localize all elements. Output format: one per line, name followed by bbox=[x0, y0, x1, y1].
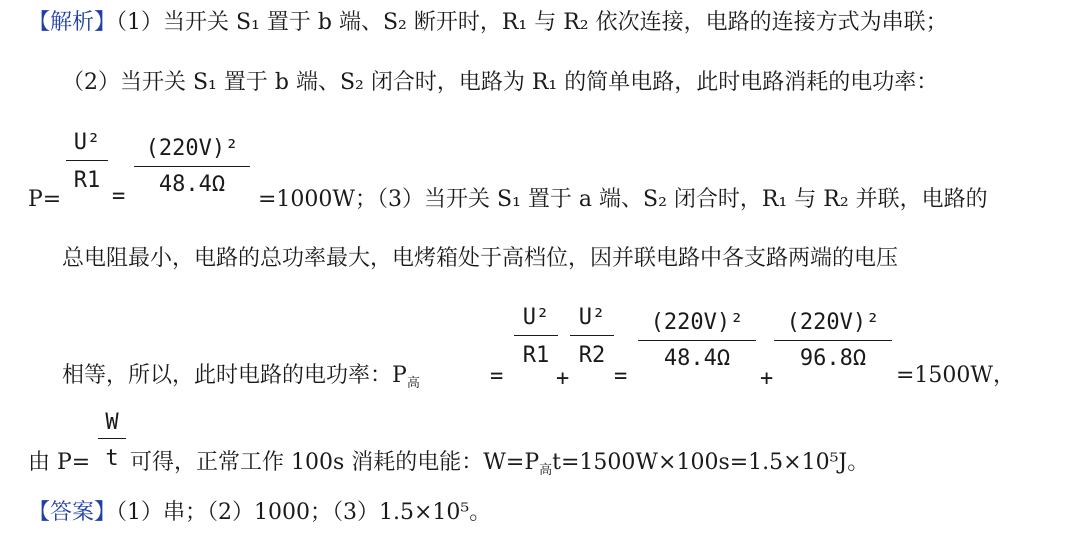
answer-tag: 【答案】 bbox=[28, 500, 117, 525]
numerator: W bbox=[105, 410, 119, 435]
denominator: R1 bbox=[73, 168, 101, 193]
subscript-high: 高 bbox=[406, 376, 420, 391]
fraction-w-over-t bbox=[98, 410, 126, 476]
equals-sign: = bbox=[614, 364, 628, 389]
analysis-line-6 bbox=[130, 452, 869, 477]
fraction-bar bbox=[66, 160, 108, 161]
equals-sign: = bbox=[112, 184, 126, 209]
answer-text: （1）串；（2）1000；（3）1.5×10⁵。 bbox=[116, 500, 492, 525]
answer-line bbox=[28, 502, 491, 524]
numerator: U² bbox=[578, 305, 606, 330]
numerator: U² bbox=[522, 305, 550, 330]
denominator: 48.4Ω bbox=[663, 346, 731, 371]
numerator: (220V)² bbox=[650, 310, 744, 335]
energy-text: 可得，正常工作 100s 消耗的电能：W=P bbox=[130, 450, 540, 475]
equals-sign: = bbox=[490, 364, 504, 389]
denominator: R1 bbox=[522, 343, 550, 368]
fraction-220v-over-48 bbox=[638, 310, 756, 382]
analysis-line-4: 总电阻最小，电路的总功率最大，电烤箱处于高档位，因并联电路中各支路两端的电压 bbox=[62, 246, 899, 271]
energy-result: t=1500W×100s=1.5×10⁵J。 bbox=[552, 450, 870, 475]
analysis-text-1: （1）当开关 S₁ 置于 b 端、S₂ 断开时，R₁ 与 R₂ 依次连接，电路的连接方式为串联； bbox=[116, 10, 948, 35]
fraction-220v-over-96 bbox=[774, 310, 892, 382]
analysis-line-3: =1000W；（3）当开关 S₁ 置于 a 端、S₂ 闭合时，R₁ 与 R₂ 并联，电路的 bbox=[258, 187, 988, 212]
fraction-bar bbox=[638, 340, 756, 341]
fraction-bar bbox=[570, 335, 614, 336]
fraction-220v-over-48 bbox=[134, 136, 250, 206]
denominator: t bbox=[105, 446, 119, 471]
numerator: U² bbox=[73, 130, 101, 155]
fraction-bar bbox=[98, 438, 126, 439]
subscript-high: 高 bbox=[539, 463, 553, 478]
denominator: R2 bbox=[578, 343, 606, 368]
analysis-line-5-result: =1500W， bbox=[896, 363, 1016, 388]
denominator: 48.4Ω bbox=[158, 172, 226, 197]
analysis-tag: 【解析】 bbox=[28, 10, 117, 35]
fraction-bar bbox=[134, 166, 250, 167]
denominator: 96.8Ω bbox=[799, 346, 867, 371]
fraction-bar bbox=[514, 335, 558, 336]
numerator: (220V)² bbox=[145, 136, 239, 161]
analysis-line-2: （2）当开关 S₁ 置于 b 端、S₂ 闭合时，电路为 R₁ 的简单电路，此时电路消耗的电功率： bbox=[62, 70, 939, 95]
numerator: (220V)² bbox=[786, 310, 880, 335]
fraction-u2-over-r1 bbox=[514, 305, 558, 385]
plus-sign: + bbox=[760, 366, 774, 391]
fraction-u2-over-r1 bbox=[66, 130, 108, 210]
fraction-u2-over-r2 bbox=[570, 305, 614, 385]
plus-sign: + bbox=[556, 366, 570, 391]
p-high-label: 相等，所以，此时电路的电功率：P bbox=[62, 363, 407, 388]
fraction-bar bbox=[774, 340, 892, 341]
analysis-line-5 bbox=[62, 365, 420, 390]
analysis-line-6-prefix: 由 P= bbox=[28, 450, 91, 475]
p-prefix: P= bbox=[28, 187, 62, 212]
analysis-line-1 bbox=[28, 12, 948, 34]
